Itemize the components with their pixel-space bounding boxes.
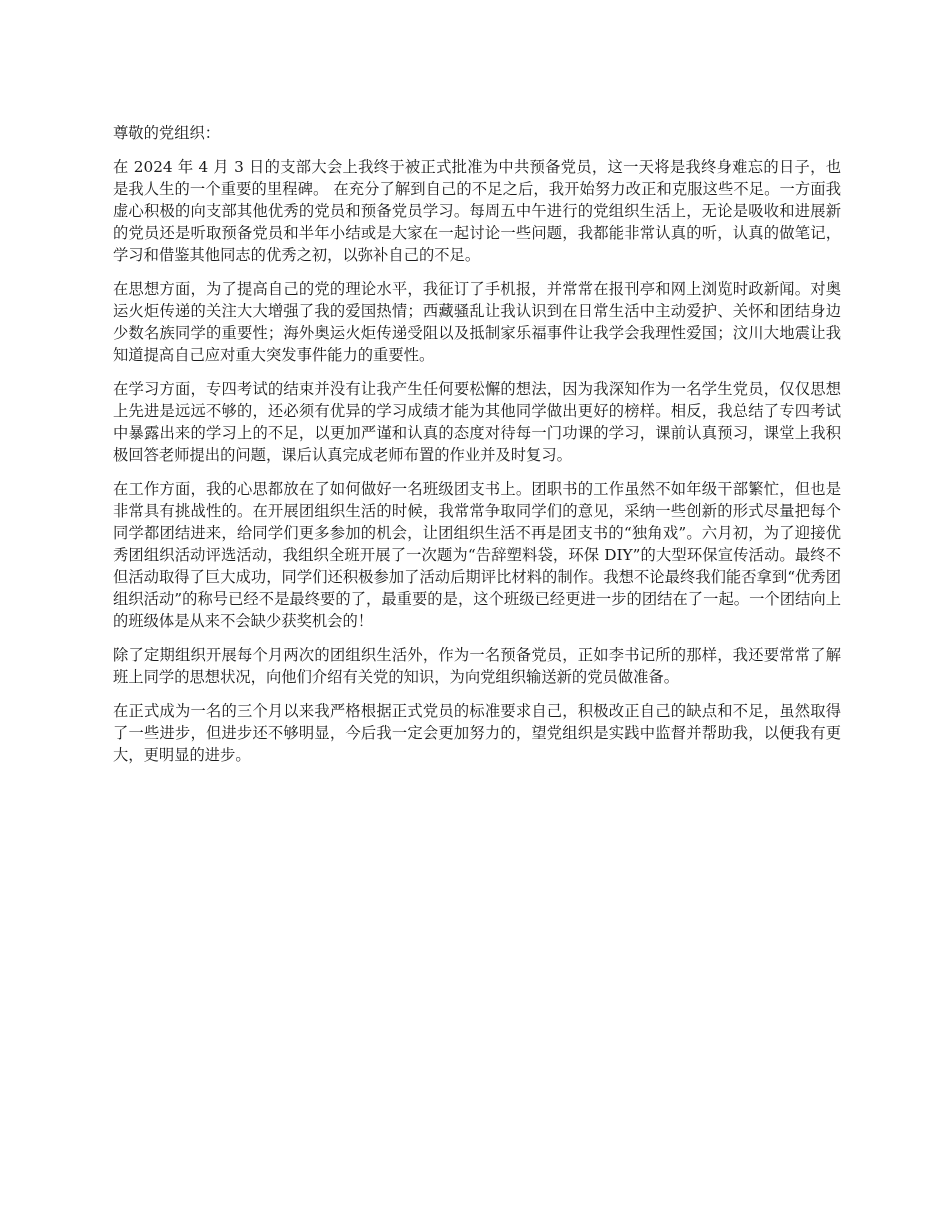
paragraph-organization: 除了定期组织开展每个月两次的团组织生活外，作为一名预备党员，正如李书记所的那样，我还要常常了解班上同学的思想状况，向他们介绍有关党的知识，为向党组织输送新的党员做准备。 (113, 646, 841, 686)
salutation: 尊敬的党组织： (113, 124, 221, 142)
paragraph-party-approval: 在 2024 年 4 月 3 日的支部大会上我终于被正式批准为中共预备党员，这一天将是我终身难忘的日子，也是我人生的一个重要的里程碑。 在充分了解到自己的不足之后，我开始努力改正和克服这些不足。一方面我虚心积极的向支部其他优秀的党员和预备党员学习。每周五中午进行的党组织生活上，无论是吸收和进展新的党员还是听取预备党员和半年小结或是大家在一起讨论一些问题，我都能非常认真的听，认真的做笔记，学习和借鉴其他同志的优秀之初，以弥补自己的不足。 (113, 158, 841, 264)
paragraph-work: 在工作方面，我的心思都放在了如何做好一名班级团支书上。团职书的工作虽然不如年级干部繁忙，但也是非常具有挑战性的。在开展团组织生活的时候，我常常争取同学们的意见，采纳一些创新的形式尽量把每个同学都团结进来，给同学们更多参加的机会，让团组织生活不再是团支书的“独角戏”。六月初，为了迎接优秀团组织活动评选活动，我组织全班开展了一次题为“告辞塑料袋，环保 DIY”的大型环保宣传活动。最终不但活动取得了巨大成功，同学们还积极参加了活动后期评比材料的制作。我想不论最终我们能否拿到“优秀团组织活动”的称号已经不是最终要的了，最重要的是，这个班级已经更进一步的团结在了一起。一个团结向上的班级体是从来不会缺少获奖机会的！ (113, 480, 841, 630)
paragraph-conclusion: 在正式成为一名的三个月以来我严格根据正式党员的标准要求自己，积极改正自己的缺点和不足，虽然取得了一些进步，但进步还不够明显，今后我一定会更加努力的，望党组织是实践中监督并帮助我，以便我有更大，更明显的进步。 (113, 702, 841, 764)
paragraph-study: 在学习方面，专四考试的结束并没有让我产生任何要松懈的想法，因为我深知作为一名学生党员，仅仅思想上先进是远远不够的，还必须有优异的学习成绩才能为其他同学做出更好的榜样。相反，我总结了专四考试中暴露出来的学习上的不足，以更加严谨和认真的态度对待每一门功课的学习，课前认真预习，课堂上我积极回答老师提出的问题，课后认真完成老师布置的作业并及时复习。 (113, 380, 841, 464)
paragraph-thought: 在思想方面，为了提高自己的党的理论水平，我征订了手机报，并常常在报刊亭和网上浏览时政新闻。对奥运火炬传递的关注大大增强了我的爱国热情；西藏骚乱让我认识到在日常生活中主动爱护、关怀和团结身边少数名族同学的重要性；海外奥运火炬传递受阻以及抵制家乐福事件让我学会我理性爱国；汶川大地震让我知道提高自己应对重大突发事件能力的重要性。 (113, 280, 841, 364)
letter-body (113, 122, 841, 778)
